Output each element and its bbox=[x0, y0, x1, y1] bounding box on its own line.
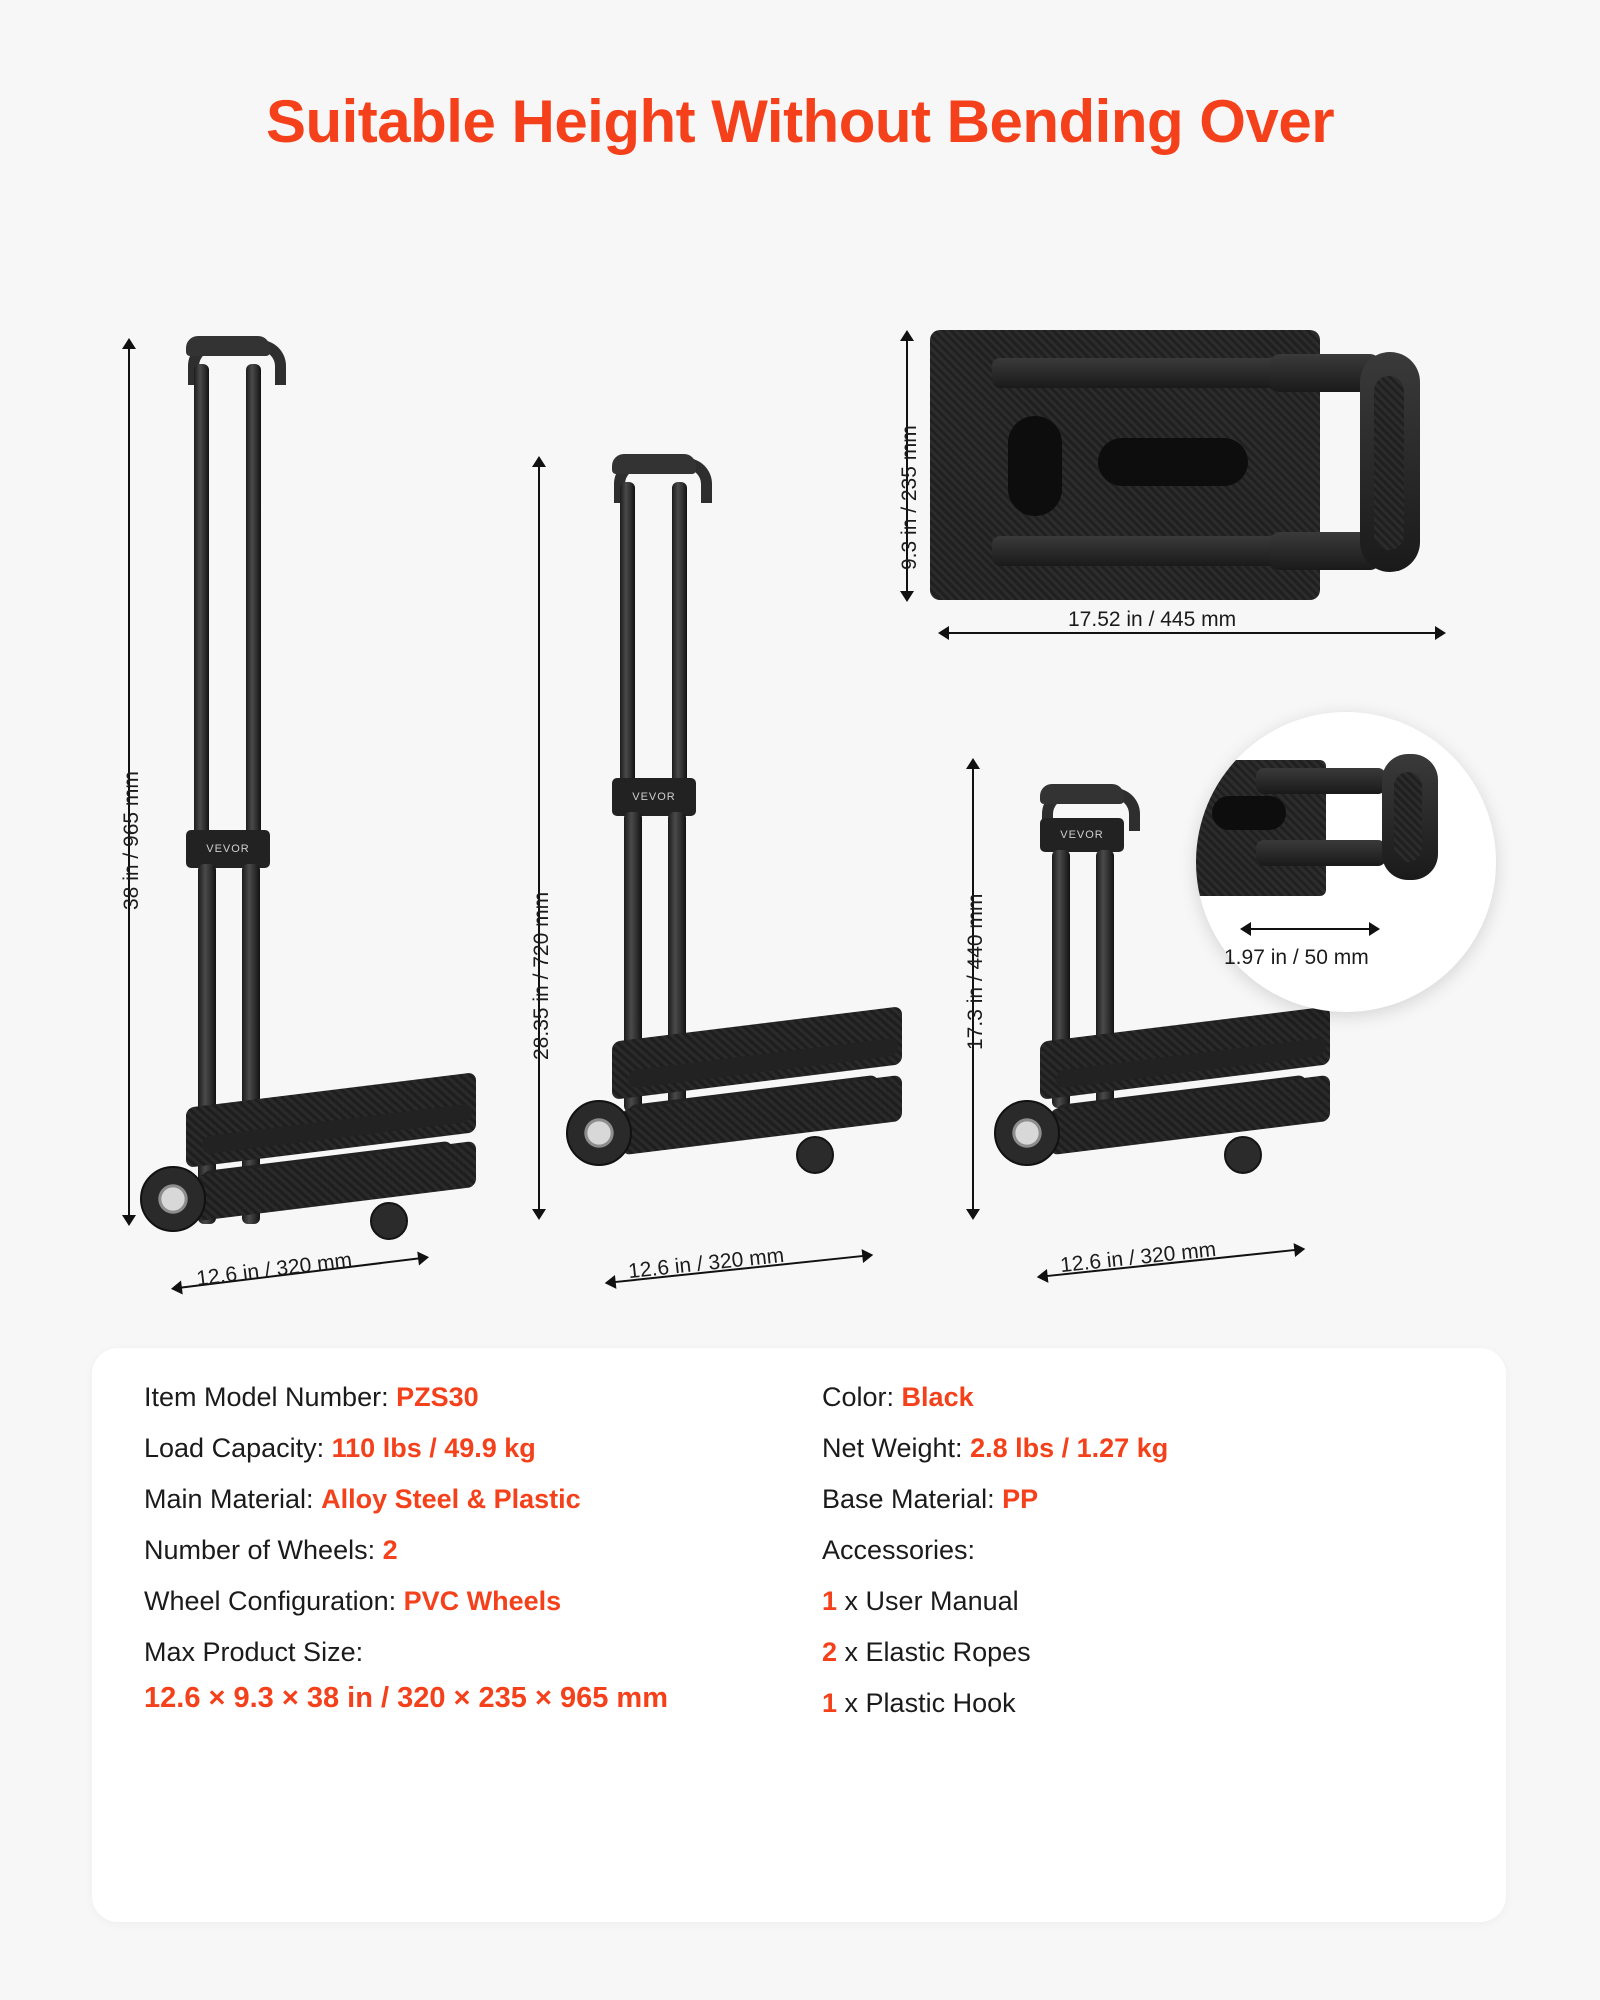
accessory-item-hook bbox=[822, 1690, 1462, 1717]
spec-value-maxsize: 12.6 × 9.3 × 38 in / 320 × 235 × 965 mm bbox=[144, 1682, 668, 1714]
accessory-count-ropes: 2 bbox=[822, 1637, 838, 1667]
detail-rail-top bbox=[1256, 768, 1386, 794]
cart1-tube-left bbox=[194, 364, 209, 844]
cart1-caster-right bbox=[370, 1202, 408, 1240]
folded-rail-bottom bbox=[992, 536, 1312, 566]
specs-right-column bbox=[822, 1384, 1462, 1741]
cart3-wheel-left bbox=[994, 1100, 1060, 1166]
spec-row-wheelconfig bbox=[144, 1588, 784, 1615]
brand-label-cart2: VEVOR bbox=[612, 778, 696, 816]
spec-label-netweight: Net Weight: bbox=[822, 1433, 963, 1463]
cart2-tube-left bbox=[620, 482, 635, 792]
spec-value-wheelcount: 2 bbox=[382, 1535, 398, 1565]
spec-value-load: 110 lbs / 49.9 kg bbox=[331, 1433, 536, 1463]
folded-unit-illustration bbox=[930, 330, 1490, 610]
page-title: Suitable Height Without Bending Over bbox=[265, 88, 1335, 155]
spec-value-basematerial: PP bbox=[1002, 1484, 1039, 1514]
cart1-height-label: 38 in / 965 mm bbox=[120, 771, 143, 910]
accessory-item-ropes bbox=[822, 1639, 1462, 1666]
folded-length-label: 17.52 in / 445 mm bbox=[1068, 608, 1237, 631]
spec-label-load: Load Capacity: bbox=[144, 1433, 325, 1463]
spec-label-model: Item Model Number: bbox=[144, 1382, 389, 1412]
cart2-wheel-left bbox=[566, 1100, 632, 1166]
folded-rail-top bbox=[992, 358, 1312, 388]
cart2-height-line bbox=[538, 466, 540, 1210]
cart-illustration-mid bbox=[578, 448, 938, 1248]
cart1-handle-cap bbox=[186, 336, 270, 356]
spec-label-wheelcount: Number of Wheels: bbox=[144, 1535, 376, 1565]
cart2-height-label: 28.35 in / 720 mm bbox=[530, 891, 553, 1060]
accessory-name-ropes: x Elastic Ropes bbox=[844, 1637, 1031, 1667]
accessory-name-manual: x User Manual bbox=[844, 1586, 1019, 1616]
cart3-handle-cap bbox=[1040, 784, 1124, 804]
cart1-tube-right bbox=[246, 364, 261, 844]
accessory-count-manual: 1 bbox=[822, 1586, 838, 1616]
detail-slot bbox=[1212, 796, 1286, 830]
specs-card bbox=[92, 1348, 1506, 1922]
detail-rail-bottom bbox=[1256, 840, 1386, 866]
spec-label-color: Color: bbox=[822, 1382, 895, 1412]
spec-row-model bbox=[144, 1384, 784, 1411]
cart1-wheel-left bbox=[140, 1166, 206, 1232]
brand-label-cart1: VEVOR bbox=[186, 830, 270, 868]
cart3-width-label: 12.6 in / 320 mm bbox=[1059, 1237, 1218, 1278]
accessory-name-hook: x Plastic Hook bbox=[844, 1688, 1016, 1718]
folded-height-label: 9.3 in / 235 mm bbox=[898, 425, 921, 570]
spec-row-color bbox=[822, 1384, 1462, 1411]
spec-row-material bbox=[144, 1486, 784, 1513]
accessory-count-hook: 1 bbox=[822, 1688, 838, 1718]
spec-value-model: PZS30 bbox=[396, 1382, 479, 1412]
specs-left-column bbox=[144, 1384, 784, 1715]
brand-label-cart3: VEVOR bbox=[1040, 818, 1124, 852]
spec-value-netweight: 2.8 lbs / 1.27 kg bbox=[970, 1433, 1169, 1463]
accessory-item-manual bbox=[822, 1588, 1462, 1615]
thickness-dim-line bbox=[1250, 928, 1370, 930]
folded-slot-center bbox=[1098, 438, 1248, 486]
spec-row-netweight bbox=[822, 1435, 1462, 1462]
spec-row-load bbox=[144, 1435, 784, 1462]
cart1-width-label: 12.6 in / 320 mm bbox=[195, 1248, 354, 1291]
folded-handle-inner bbox=[1374, 376, 1404, 550]
cart2-handle-cap bbox=[612, 454, 696, 474]
spec-label-accessories: Accessories: bbox=[822, 1535, 976, 1565]
spec-row-basematerial bbox=[822, 1486, 1462, 1513]
cart2-tube-right bbox=[672, 482, 687, 792]
thickness-label: 1.97 in / 50 mm bbox=[1224, 946, 1369, 969]
cart2-caster-right bbox=[796, 1136, 834, 1174]
spec-value-material: Alloy Steel & Plastic bbox=[321, 1484, 581, 1514]
spec-label-basematerial: Base Material: bbox=[822, 1484, 995, 1514]
detail-handle-inner bbox=[1394, 772, 1422, 862]
cart3-caster-right bbox=[1224, 1136, 1262, 1174]
cart2-width-label: 12.6 in / 320 mm bbox=[627, 1243, 786, 1284]
spec-value-wheelconfig: PVC Wheels bbox=[403, 1586, 562, 1616]
folded-length-line bbox=[948, 632, 1436, 634]
cart-illustration-extended bbox=[150, 330, 510, 1240]
folded-slot-left bbox=[1008, 416, 1062, 516]
cart3-height-label: 17.3 in / 440 mm bbox=[964, 893, 987, 1050]
spec-row-wheelcount bbox=[144, 1537, 784, 1564]
spec-label-wheelconfig: Wheel Configuration: bbox=[144, 1586, 397, 1616]
spec-value-color: Black bbox=[901, 1382, 974, 1412]
spec-label-material: Main Material: bbox=[144, 1484, 314, 1514]
spec-label-maxsize: Max Product Size: bbox=[144, 1637, 364, 1667]
spec-row-maxsize bbox=[144, 1639, 784, 1666]
